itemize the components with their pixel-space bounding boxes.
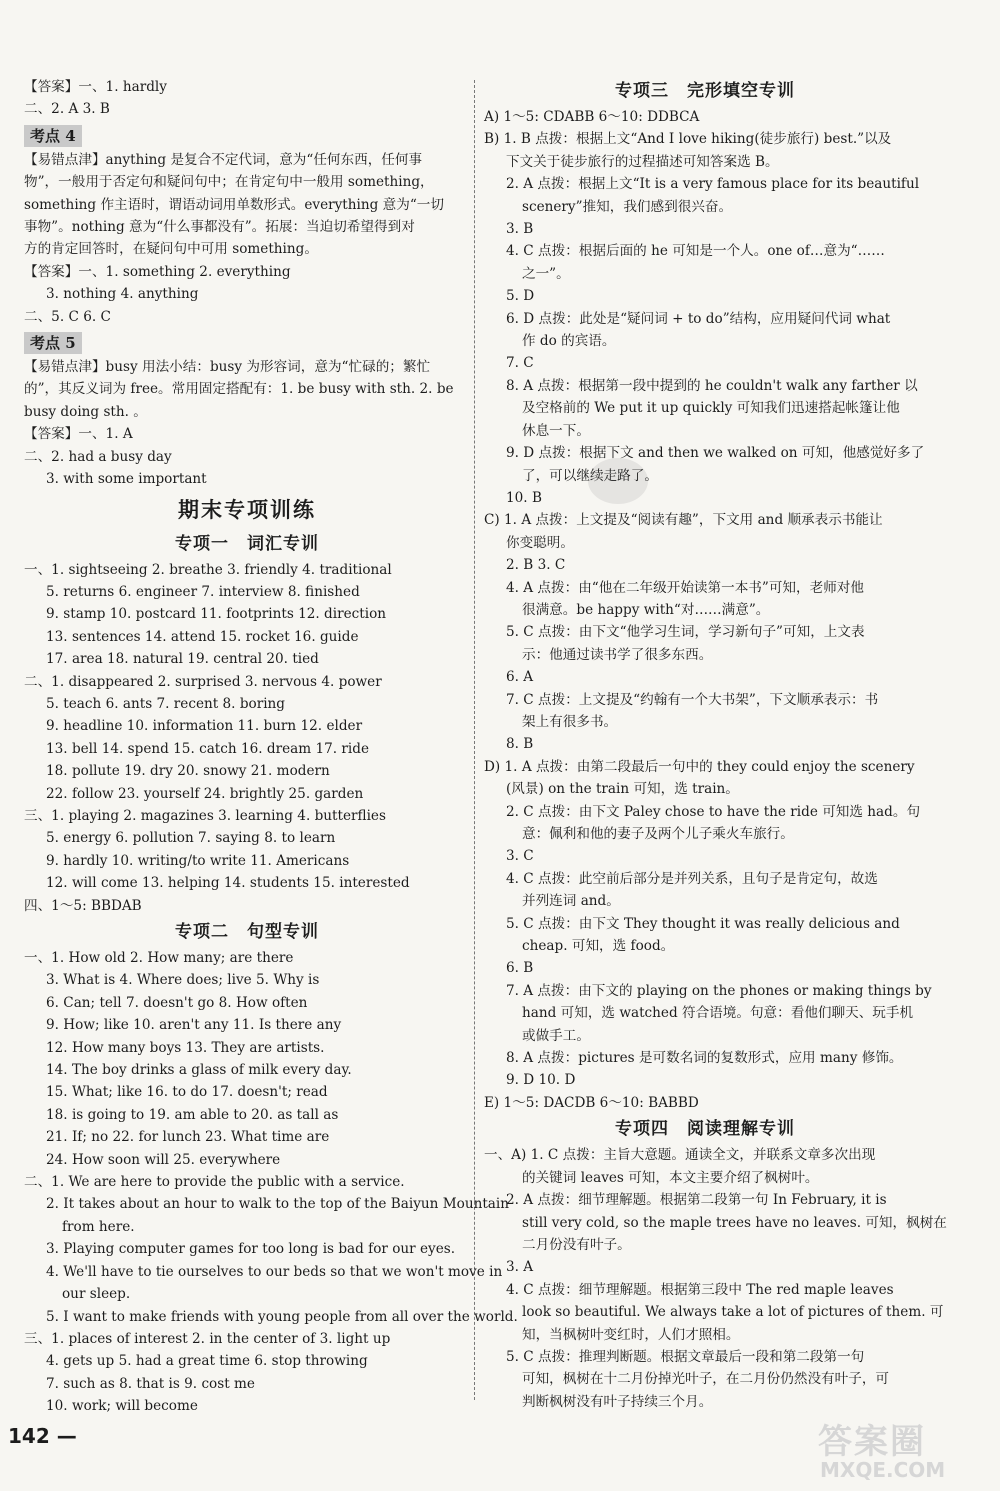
answer-line: 17. area 18. natural 19. central 20. tied	[46, 651, 319, 668]
answer-line: 二、2. A 3. B	[24, 101, 110, 118]
answer-line: 二、1. We are here to provide the public with a service.	[24, 1174, 405, 1191]
answer-line: 2. It takes about an hour to walk to the top of the Baiyun Mountain	[46, 1196, 510, 1213]
answer-line: 2. B 3. C	[506, 557, 566, 574]
section-title: 专项四 阅读理解专训	[615, 1119, 795, 1140]
kaodian-heading: 考点 4	[24, 125, 82, 147]
kaodian-heading-row	[24, 121, 470, 149]
answer-line: 8. A 点拨：根据第一段中提到的 he couldn't walk any farther 以	[506, 377, 918, 394]
right-column	[484, 76, 947, 1413]
answer-line: 8. A 点拨：pictures 是可数名词的复数形式，应用 many 修饰。	[506, 1050, 903, 1067]
answer-line: 6. D 点拨：此处是“疑问词 + to do”结构，应用疑问代词 what	[506, 310, 891, 327]
answer-line: 物”，一般用于否定句和疑问句中；在肯定句中一般用 something，	[24, 174, 434, 191]
answer-line: 22. follow 23. yourself 24. brightly 25. garden	[46, 785, 364, 802]
answer-line: 9. D 点拨：根据下文 and then we walked on 可知，他感觉好多了	[506, 445, 925, 462]
kaodian-heading: 考点 5	[24, 332, 82, 354]
answer-line: E) 1～5: DACDB 6～10: BABBD	[484, 1094, 699, 1111]
answer-line: 4. We'll have to tie ourselves to our beds so that we won't move in	[46, 1263, 503, 1280]
answer-line: 5. returns 6. engineer 7. interview 8. finished	[46, 583, 360, 600]
answer-line: 6. A	[506, 669, 534, 686]
answer-line: 13. sentences 14. attend 15. rocket 16. guide	[46, 628, 359, 645]
answer-line: 3. C	[506, 848, 534, 865]
answer-line: 二、1. disappeared 2. surprised 3. nervous 4. power	[24, 673, 382, 690]
answer-line: still very cold, so the maple trees have no leaves. 可知，枫树在	[522, 1214, 947, 1231]
answer-line: 3. A	[506, 1259, 534, 1276]
answer-line: 6. B	[506, 960, 534, 977]
answer-line: 2. A 点拨：根据上文“It is a very famous place for its beautiful	[506, 176, 920, 193]
answer-line: (风景) on the train 可知，选 train。	[506, 781, 739, 798]
answer-line: 7. such as 8. that is 9. cost me	[46, 1375, 255, 1392]
answer-line: 【易错点津】busy 用法小结：busy 为形容词，意为“忙碌的；繁忙	[24, 359, 431, 376]
answer-line: 9. hardly 10. writing/to write 11. Americans	[46, 852, 350, 869]
answer-line: 13. bell 14. spend 15. catch 16. dream 17. ride	[46, 740, 369, 757]
answer-line: 架上有很多书。	[522, 713, 618, 730]
answer-line: something 作主语时，谓语动词用单数形式。everything 意为“一切	[24, 196, 444, 213]
answer-line: 5. C 点拨：由下文“他学习生词，学习新句子”可知，上文表	[506, 624, 865, 641]
watermark-logo: 答案圈	[818, 1422, 926, 1462]
answer-line: 2. C 点拨：由下文 Paley chose to have the ride 可知选 had。句	[506, 803, 921, 820]
answer-line: D) 1. A 点拨：由第二段最后一句中的 they could enjoy the scenery	[484, 758, 915, 775]
answer-line: 示：他通过读书学了很多东西。	[522, 646, 713, 663]
answer-line: 15. What; like 16. to do 17. doesn't; read	[46, 1084, 328, 1101]
answer-line: 8. B	[506, 736, 534, 753]
answer-line: 你变聪明。	[506, 534, 574, 551]
answer-line: 18. is going to 19. am able to 20. as tall as	[46, 1106, 339, 1123]
answer-line: 10. work; will become	[46, 1398, 198, 1415]
answer-line: C) 1. A 点拨：上文提及“阅读有趣”，下文用 and 顺承表示书能让	[484, 512, 883, 529]
answer-line: 14. The boy drinks a glass of milk every day.	[46, 1062, 352, 1079]
answer-line: 24. How soon will 25. everywhere	[46, 1151, 281, 1168]
answer-line: 判断枫树没有叶子持续三个月。	[522, 1393, 713, 1410]
answer-line: 3. What is 4. Where does; live 5. Why is	[46, 972, 320, 989]
answer-line: 3. nothing 4. anything	[46, 286, 199, 303]
answer-line: 四、1～5: BBDAB	[24, 897, 142, 914]
answer-line: 9. headline 10. information 11. burn 12. elder	[46, 718, 363, 735]
answer-line: 12. will come 13. helping 14. students 15. interested	[46, 875, 410, 892]
answer-line: 5. I want to make friends with young people from all over the world.	[46, 1308, 518, 1325]
section-title: 专项一 词汇专训	[175, 533, 319, 554]
answer-line: 5. teach 6. ants 7. recent 8. boring	[46, 695, 286, 712]
answer-line: 休息一下。	[522, 422, 590, 439]
answer-line: 下文关于徒步旅行的过程描述可知答案选 B。	[506, 153, 779, 170]
answer-line: 7. A 点拨：由下文的 playing on the phones or making things by	[506, 982, 932, 999]
answer-line: 【答案】一、1. something 2. everything	[24, 263, 291, 280]
answer-line: 12. How many boys 13. They are artists.	[46, 1039, 325, 1056]
answer-line: A) 1～5: CDABB 6～10: DDBCA	[484, 109, 700, 125]
section-title: 专项二 句型专训	[175, 922, 319, 942]
answer-line: 2. A 点拨：细节理解题。根据第二段第一句 In February, it is	[506, 1192, 887, 1209]
page-title: 期末专项训练	[178, 497, 316, 522]
answer-line: B) 1. B 点拨：根据上文“And I love hiking(徒步旅行) best.”以及	[484, 131, 892, 148]
answer-line: 3. B	[506, 221, 534, 238]
answer-line: 的”，其反义词为 free。常用固定搭配有：1. be busy with sth. 2. be	[24, 381, 454, 398]
answer-line: 或做手工。	[522, 1027, 590, 1044]
answer-line: 3. Playing computer games for too long is bad for our eyes.	[46, 1241, 456, 1258]
answer-line: scenery”推知，我们感到很兴奋。	[522, 198, 733, 215]
answer-line: 5. C 点拨：由下文 They thought it was really delicious and	[506, 915, 900, 932]
answer-line: 6. Can; tell 7. doesn't go 8. How often	[46, 994, 308, 1011]
answer-line: 7. C	[506, 355, 534, 372]
answer-line: 二、2. had a busy day	[24, 448, 172, 465]
left-column	[24, 76, 518, 1418]
answer-line: 4. C 点拨：根据后面的 he 可知是一个人。one of…意为“……	[506, 243, 885, 260]
answer-line: look so beautiful. We always take a lot of pictures of them. 可	[522, 1304, 944, 1321]
answer-line: 【易错点津】anything 是复合不定代词，意为“任何东西，任何事	[24, 151, 423, 168]
answer-line: 二、5. C 6. C	[24, 308, 111, 325]
answer-line: 知，当枫树叶变红时，人们才照相。	[522, 1326, 740, 1343]
answer-line: 作 do 的宾语。	[522, 333, 616, 350]
answer-line: 4. gets up 5. had a great time 6. stop throwing	[46, 1353, 368, 1370]
answer-line: 9. How; like 10. aren't any 11. Is there any	[46, 1017, 342, 1034]
answer-line: 7. C 点拨：上文提及“约翰有一个大书架”，下文顺承表示：书	[506, 691, 879, 708]
answer-line: 【答案】一、1. hardly	[24, 79, 167, 95]
answer-line: 并列连词 and。	[522, 893, 620, 910]
answer-line: 3. with some important	[46, 471, 207, 488]
answer-line: 5. D	[506, 288, 535, 305]
answer-line: cheap. 可知，选 food。	[522, 938, 675, 955]
answer-line: 三、1. places of interest 2. in the center of 3. light up	[24, 1330, 391, 1347]
watermark-url: MXQE.COM	[820, 1458, 946, 1482]
answer-line: 方的肯定回答时，在疑问句中可用 something。	[24, 241, 318, 258]
answer-line: 一、1. sightseeing 2. breathe 3. friendly 4. traditional	[24, 561, 392, 578]
answer-line: 5. C 点拨：推理判断题。根据文章最后一段和第二段第一句	[506, 1348, 865, 1365]
answer-line: busy doing sth. 。	[24, 403, 147, 420]
answer-line: 三、1. playing 2. magazines 3. learning 4. butterflies	[24, 807, 386, 824]
answer-line: 很满意。be happy with“对……满意”。	[522, 601, 770, 618]
kaodian-heading-row	[24, 328, 470, 356]
answer-line: 4. C 点拨：细节理解题。根据第三段中 The red maple leaves	[506, 1281, 894, 1298]
page-number: 142 —	[8, 1424, 77, 1448]
answer-line: 9. stamp 10. postcard 11. footprints 12. direction	[46, 606, 387, 623]
answer-line: hand 可知，选 watched 符合语境。句意：看他们聊天、玩手机	[522, 1005, 914, 1022]
answer-line: 21. If; no 22. for lunch 23. What time are	[46, 1129, 330, 1146]
answer-line: 18. pollute 19. dry 20. snowy 21. modern	[46, 763, 330, 780]
answer-line: 事物”。nothing 意为“什么事都没有”。拓展：当迫切希望得到对	[24, 219, 415, 236]
answer-line: 二月份没有叶子。	[522, 1236, 631, 1253]
answer-line: 意：佩利和他的妻子及两个儿子乘火车旅行。	[522, 826, 794, 842]
answer-line: 的关键词 leaves 可知，本文主要介绍了枫树叶。	[522, 1169, 819, 1186]
answer-line: 了，可以继续走路了。	[522, 467, 658, 484]
section-title: 专项三 完形填空专训	[615, 81, 795, 101]
answer-line: 及空格前的 We put it up quickly 可知我们迅速搭起帐篷让他	[522, 400, 900, 417]
answer-line: 9. D 10. D	[506, 1072, 576, 1089]
answer-line: 【答案】一、1. A	[24, 426, 133, 443]
answer-line: 4. C 点拨：此空前后部分是并列关系，且句子是肯定句，故选	[506, 870, 878, 887]
answer-line: 一、1. How old 2. How many; are there	[24, 950, 294, 966]
answer-line: from here.	[62, 1218, 135, 1235]
answer-line: 10. B	[506, 489, 542, 506]
answer-line: 一、A) 1. C 点拨：主旨大意题。通读全文，并联系文章多次出现	[484, 1147, 876, 1164]
answer-line: 可知，枫树在十二月份掉光叶子，在二月份仍然没有叶子，可	[522, 1371, 890, 1388]
answer-line: 之一”。	[522, 265, 570, 282]
answer-line: our sleep.	[62, 1286, 131, 1303]
answer-line: 4. A 点拨：由“他在二年级开始读第一本书”可知，老师对他	[506, 579, 864, 596]
answer-line: 5. energy 6. pollution 7. saying 8. to learn	[46, 830, 336, 847]
